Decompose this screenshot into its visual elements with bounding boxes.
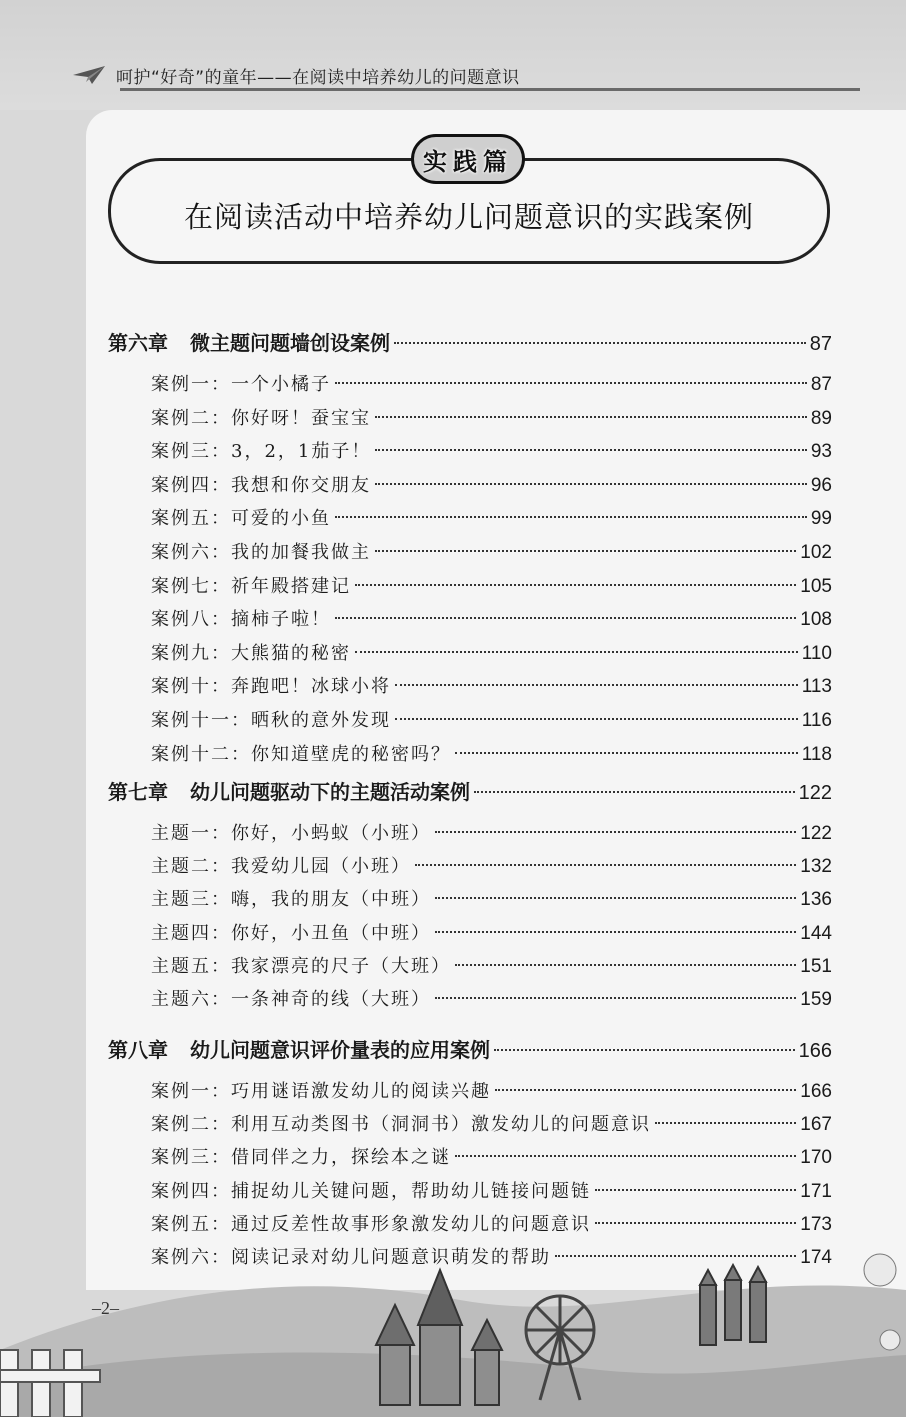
leader-dots <box>455 964 796 966</box>
toc-entry[interactable] <box>151 572 832 602</box>
entry-page: 174 <box>800 1247 832 1268</box>
entry-page: 99 <box>810 508 832 530</box>
leader-dots <box>435 831 796 833</box>
entry-label: 案例三：3，2，1茄子！ <box>151 441 372 463</box>
entry-label: 主题四：你好，小丑鱼（中班） <box>151 922 431 944</box>
leader-dots <box>375 416 807 418</box>
leader-dots <box>474 791 795 793</box>
chapter-page: 87 <box>809 333 832 355</box>
toc-entry[interactable] <box>151 952 832 982</box>
toc-entry[interactable] <box>151 1110 832 1140</box>
leader-dots <box>335 516 807 518</box>
entry-label: 主题二：我爱幼儿园（小班） <box>151 856 411 878</box>
entry-page: 93 <box>810 441 832 463</box>
decorative-landscape-illustration <box>0 1230 906 1417</box>
chapter-title: 幼儿问题驱动下的主题活动案例 <box>190 780 470 804</box>
leader-dots <box>494 1049 795 1051</box>
entry-page: 167 <box>800 1114 832 1136</box>
entry-page: 116 <box>801 710 832 731</box>
entry-label: 案例三：借同伴之力，探绘本之谜 <box>151 1147 451 1169</box>
entry-page: 96 <box>810 474 832 496</box>
leader-dots <box>375 483 807 485</box>
chapter-number: 第七章 <box>108 780 168 804</box>
toc-chapter[interactable] <box>108 327 832 361</box>
entry-label: 主题一：你好，小蚂蚁（小班） <box>151 823 431 844</box>
toc-entry[interactable] <box>151 672 832 702</box>
toc-entry[interactable] <box>151 819 832 849</box>
entry-page: 159 <box>800 989 832 1010</box>
toc-entry[interactable] <box>151 1177 832 1207</box>
entry-page: 171 <box>800 1180 832 1202</box>
entry-label: 案例八：摘柿子啦！ <box>151 609 331 631</box>
entry-page: 108 <box>800 609 832 631</box>
running-title: 呵护“好奇”的童年——在阅读中培养幼儿的问题意识 <box>116 67 520 88</box>
entry-page: 166 <box>800 1081 832 1102</box>
entry-label: 案例一：巧用谜语激发幼儿的阅读兴趣 <box>151 1081 491 1102</box>
leader-dots <box>335 382 807 384</box>
entry-label: 案例六：阅读记录对幼儿问题意识萌发的帮助 <box>151 1247 551 1268</box>
entry-page: 132 <box>800 856 832 878</box>
entry-label: 案例四：捕捉幼儿关键问题，帮助幼儿链接问题链 <box>151 1180 591 1202</box>
entry-label: 案例七：祈年殿搭建记 <box>151 575 351 597</box>
leader-dots <box>415 864 796 866</box>
entry-page: 110 <box>801 642 832 664</box>
entry-page: 113 <box>801 676 832 698</box>
toc-entry[interactable] <box>151 471 832 501</box>
chapter-title: 幼儿问题意识评价量表的应用案例 <box>190 1038 490 1062</box>
entry-label: 案例十二：你知道壁虎的秘密吗？ <box>151 743 451 765</box>
toc-entry[interactable] <box>151 985 832 1015</box>
leader-dots <box>455 1155 796 1157</box>
leader-dots <box>495 1089 796 1091</box>
entry-page: 118 <box>801 743 832 765</box>
entry-page: 105 <box>800 575 832 597</box>
entry-page: 170 <box>800 1147 832 1169</box>
entry-page: 89 <box>810 407 832 429</box>
leader-dots <box>595 1189 796 1191</box>
toc-entry[interactable] <box>151 706 832 736</box>
leader-dots <box>355 584 796 586</box>
entry-label: 案例四：我想和你交朋友 <box>151 474 371 496</box>
castle-icon <box>376 1270 502 1405</box>
leader-dots <box>335 617 796 619</box>
entry-label: 案例五：通过反差性故事形象激发幼儿的问题意识 <box>151 1213 591 1235</box>
toc-chapter[interactable] <box>108 1034 832 1068</box>
toc-entry[interactable] <box>151 1077 832 1107</box>
toc-entry[interactable] <box>151 370 832 400</box>
leader-dots <box>395 684 798 686</box>
entry-label: 主题六：一条神奇的线（大班） <box>151 989 431 1010</box>
entry-page: 136 <box>800 889 832 911</box>
leader-dots <box>375 550 796 552</box>
toc-entry[interactable] <box>151 504 832 534</box>
toc-entry[interactable] <box>151 437 832 467</box>
entry-page: 122 <box>800 823 832 844</box>
leader-dots <box>395 718 798 720</box>
page-number: –2– <box>92 1298 119 1318</box>
entry-label: 案例五：可爱的小鱼 <box>151 508 331 530</box>
toc-entry[interactable] <box>151 605 832 635</box>
entry-page: 87 <box>810 374 832 395</box>
toc-chapter[interactable] <box>108 776 832 810</box>
chapter-title: 微主题问题墙创设案例 <box>190 331 390 355</box>
chapter-number: 第八章 <box>108 1038 168 1062</box>
toc-entry[interactable] <box>151 852 832 882</box>
leader-dots <box>455 752 798 754</box>
entry-label: 主题五：我家漂亮的尺子（大班） <box>151 955 451 977</box>
leader-dots <box>435 897 796 899</box>
entry-page: 173 <box>800 1213 832 1235</box>
toc-entry[interactable] <box>151 404 832 434</box>
entry-label: 案例九：大熊猫的秘密 <box>151 642 351 664</box>
section-title: 在阅读活动中培养幼儿问题意识的实践案例 <box>183 200 754 234</box>
leader-dots <box>595 1222 796 1224</box>
entry-label: 案例二：你好呀！蚕宝宝 <box>151 407 371 429</box>
entry-label: 案例六：我的加餐我做主 <box>151 542 371 563</box>
entry-label: 主题三：嗨，我的朋友（中班） <box>151 889 431 911</box>
entry-label: 案例十一：晒秋的意外发现 <box>151 710 391 731</box>
entry-label: 案例一：一个小橘子 <box>151 374 331 395</box>
leader-dots <box>435 931 796 933</box>
chapter-number: 第六章 <box>108 331 168 355</box>
toc-entry[interactable] <box>151 639 832 669</box>
entry-page: 144 <box>800 922 832 944</box>
leader-dots <box>435 997 796 999</box>
chapter-page: 122 <box>798 782 832 804</box>
chapter-page: 166 <box>798 1040 832 1062</box>
crayons-icon <box>700 1265 766 1345</box>
toc-entry[interactable] <box>151 919 832 949</box>
entry-label: 案例二：利用互动类图书（洞洞书）激发幼儿的问题意识 <box>151 1114 651 1136</box>
leader-dots <box>394 342 806 344</box>
section-badge-label: 实践篇 <box>423 147 513 176</box>
entry-label: 案例十：奔跑吧！冰球小将 <box>151 676 391 698</box>
entry-page: 102 <box>800 542 832 563</box>
toc-entry[interactable] <box>151 538 832 568</box>
leader-dots <box>655 1122 796 1124</box>
toc-entry[interactable] <box>151 1143 832 1173</box>
entry-page: 151 <box>800 955 832 977</box>
toc-entry[interactable] <box>151 885 832 915</box>
leader-dots <box>355 651 798 653</box>
leader-dots <box>375 449 807 451</box>
toc-entry[interactable] <box>151 740 832 770</box>
